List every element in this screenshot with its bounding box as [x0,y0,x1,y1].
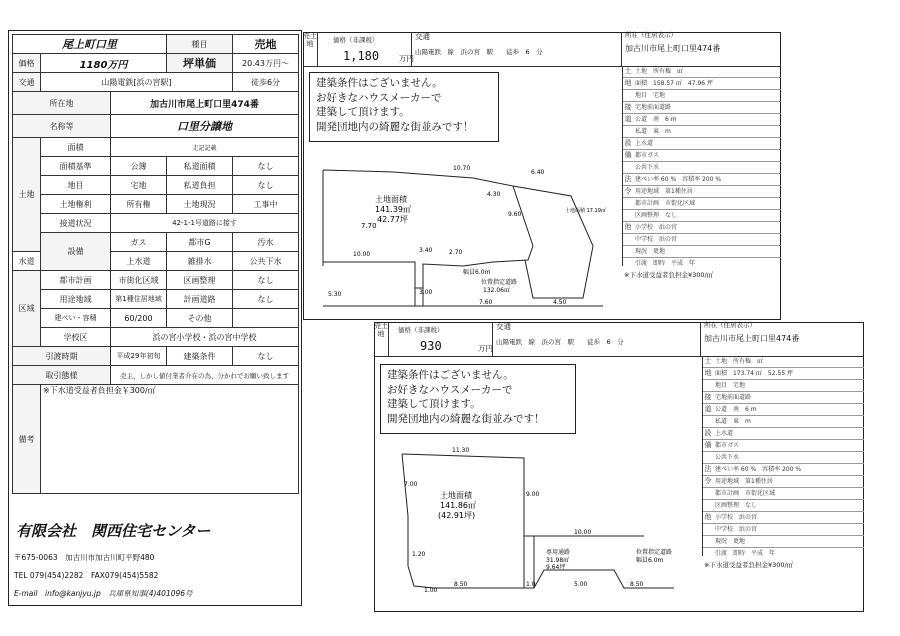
lot-dim-top: 11.30 [452,447,470,454]
access-label: 交通 [13,73,41,92]
details-row: 区画整理 なし [703,500,864,512]
flyer-bottom-sale-label: 売土地 [374,322,389,356]
details-row: 設 上水道 [623,138,781,150]
private-burden-label: 私道負担 [167,176,233,195]
company-email: E-mail info@kanjyu.jp 兵庫県知事(4)401096号 [14,589,193,598]
delivery-label: 引渡時期 [13,347,111,366]
flyer-bottom-header [374,322,864,357]
road-width: 幅員6.0m [463,269,491,276]
lot-dim-corner: 5.30 [328,291,342,298]
name-value: 口里分譲地 [111,115,299,138]
city-plan-value: 市街化区域 [111,271,167,290]
lot-dim-left: 7.00 [404,481,418,488]
lot-dim-left: 7.70 [361,222,377,230]
flyer-bottom-site-plan [374,356,704,612]
lot-dim-step2: 2.70 [449,249,463,256]
lane-tsubo: 9.64坪 [546,564,566,571]
delivery-value: 平成29年初旬 [111,347,167,366]
flyer-bottom-price-value: 930 [420,339,442,353]
callout-line: 建築条件はございません。 [387,369,514,381]
details-row: 地 面積 158.57 ㎡ 47.96 坪 [623,78,781,90]
kind-label: 種目 [167,35,233,54]
private-road-value: なし [233,157,299,176]
callout-line: 建築して頂けます。 [316,106,410,118]
road-label: 位置指定道路 [481,279,518,286]
flyer-bottom-location-label: 所在（住居表示） [704,321,756,329]
water-value: 上水道 [111,252,167,271]
facilities-label: 設備 [41,233,111,271]
lot-dim-left-lower: 1.20 [412,551,426,558]
details-row: 道 公道 南 6 m [703,404,864,416]
details-row: 令 用途地域 第1種住居 [703,476,864,488]
lot-area-tsubo: (42.91坪) [438,511,476,520]
lot-dim-lane: 5.00 [574,581,588,588]
details-row: 令 用途地域 第1種住居 [623,186,781,198]
details-row: 中学校 浜の宮 [623,234,781,246]
usage-value: 第1種住居地域 [111,290,167,309]
details-row: 接 宅地前面道路 [623,102,781,114]
lot-dim-road: 8.50 [630,581,644,588]
chimoku-label: 地目 [41,176,111,195]
gas-value: 都市G [167,233,233,252]
lot-area-label: 土地面積 [375,195,407,204]
flyer-bottom-access-value: 山陽電鉄 線 浜の宮 駅 徒歩 6 分 [496,338,624,346]
details-row: 他 小学校 浜の宮 [703,512,864,524]
flyer-top-header [303,32,781,67]
flyer-top-sale-label: 売土地 [303,32,318,66]
price-value: 1180万円 [41,54,167,73]
lot-dim-road: 7.60 [479,299,493,306]
remarks-label: 備考 [13,385,41,494]
lot-dim-inner: 10.00 [574,529,592,536]
details-row: 引渡 即時 平成 年 [623,258,781,266]
flyer-bottom-footnote: ※下水道受益者負担金¥300/㎡ [704,561,794,569]
lot-area-sqm: 141.39㎡ [375,205,411,214]
condition-value: なし [233,347,299,366]
lot-dim-road2: 4.50 [553,299,567,306]
details-row: 都市計画 市街化区域 [623,198,781,210]
flyer-bottom-details [702,356,864,556]
school-label: 学校区 [41,328,111,347]
details-row: 接 宅地前面道路 [703,392,864,404]
flyer-top-site-plan [303,66,623,320]
flyer-top-details [622,66,781,266]
price-label: 価格 [13,54,41,73]
lot-outline [402,454,674,588]
details-row: 都市計画 市街化区域 [703,488,864,500]
usage-label: 用途地域 [41,290,111,309]
lot-dim-inner: 4.30 [487,191,501,198]
other-value [233,309,299,328]
deal-value: 売主、しかし値付業者介在の為、分かれでお願い致します [111,366,299,385]
spec-table [12,34,299,494]
area-label: 面積 [41,138,111,157]
details-row: 他 小学校 浜の宮 [623,222,781,234]
lot-dim-bottom: 10.00 [353,251,371,258]
company-tel: TEL 079(454)2282 FAX079(454)5582 [14,571,159,580]
callout-line: お好きなハウスメーカーで [316,91,442,104]
drain-value: 公共下水 [233,252,299,271]
flyer-top-location-label: 所在（住居表示） [625,31,677,39]
road-label: 位置指定道路 [636,549,673,556]
remarks-value: ※下水道受益者負担金￥300/㎡ [41,385,299,494]
details-row: 備 都市ガス [623,150,781,162]
private-burden-value: なし [233,176,299,195]
callout-line: 開発団地内の綺麗な街並みです！ [387,412,545,425]
flyer-top-location-value: 加古川市尾上町口里474番 [625,43,721,53]
flyer-bottom-price-unit: 万円 [478,344,493,353]
plan-road-value: なし [233,290,299,309]
details-row: 土 土地 所有権 ㎡ [703,356,864,368]
company-name: 有限会社 関西住宅センター [16,522,211,540]
road-width: 幅員6.0m [636,557,664,564]
details-row: 公共下水 [703,452,864,464]
flyer-top-access-label: 交通 [415,32,430,41]
kind-value: 売地 [233,35,299,54]
private-road-label: 私道面積 [167,157,233,176]
gas-label: ガス [111,233,167,252]
area-basis-value: 公簿 [111,157,167,176]
flyer-top-access-value: 山陽電鉄 線 浜の宮 駅 徒歩 6 分 [415,48,543,56]
tsubo-label: 坪単価 [167,54,233,73]
condition-label: 建築条件 [167,347,233,366]
property-title: 尾上町口里 [13,35,167,54]
city-plan-label: 都市計画 [41,271,111,290]
lot-dim-top: 10.70 [453,165,471,172]
details-row: 法 建ぺい率 60 % 容積率 200 % [703,464,864,476]
school-value: 浜の宮小学校・浜の宮中学校 [111,328,299,347]
flyer-bottom-price-label: 価格（非課税） [398,326,444,334]
lot-dim-right: 9.00 [526,491,540,498]
details-row: 現況 更地 [623,246,781,258]
lane-area: 31.98㎡ [546,557,570,564]
details-row: 中学校 浜の宮 [703,524,864,536]
flyer-top-footnote: ※下水道受益者負担金¥300/㎡ [624,271,714,279]
lane-label: 専用通路 [546,549,571,556]
company-postal: 〒675-0063 加古川市加古川町平野480 [14,553,155,562]
details-row: 地目 宅地 [623,90,781,102]
access-value: 山陽電鉄[浜の宮駅] [41,73,233,92]
status-label: 土地現況 [167,195,233,214]
lot-dim-gap: 1.0 [526,581,536,588]
chimoku-value: 宅地 [111,176,167,195]
deal-label: 取引態様 [13,366,111,385]
flyer-top-price-value: 1,180 [343,49,380,63]
rights-label: 土地権利 [41,195,111,214]
details-row: 備 都市ガス [703,440,864,452]
road-label: 接道状況 [41,214,111,233]
road-area: 132.06㎡ [483,287,510,294]
details-row: 地 面積 173.74 ㎡ 52.55 坪 [703,368,864,380]
lot-area-tsubo: 42.77坪 [377,215,408,224]
area-value: 走記記載 [111,138,299,157]
name-label: 名称等 [13,115,111,138]
details-row: 地目 宅地 [703,380,864,392]
flyer-top-price-label: 価格（非課税） [333,36,379,44]
rights-value: 所有権 [111,195,167,214]
lot-dim-gap: 3.00 [419,289,433,296]
lot-dim-top-right: 6.40 [531,169,545,176]
readjust-value: なし [233,271,299,290]
details-row: 公共下水 [623,162,781,174]
other-label: その他 [167,309,233,328]
details-row: 道 公道 南 6 m [623,114,781,126]
location-value: 加古川市尾上町口里474番 [111,92,299,115]
area-basis-label: 面積基準 [41,157,111,176]
lot-dim-corner: 1.00 [424,587,438,594]
callout-line: 建築条件はございません。 [316,77,443,89]
lot-dim-right: 9.60 [508,211,522,218]
drain-label: 雑排水 [167,252,233,271]
ratio-label: 建ぺい・容積 [41,309,111,328]
location-label: 所在地 [13,92,111,115]
details-row: 法 建ぺい率 60 % 容積率 200 % [623,174,781,186]
other-lot-label: 土地面積 17.19㎡ [565,208,606,214]
lot-outline [323,170,603,306]
lot-area-label: 土地面積 [440,491,472,500]
status-value: 工事中 [233,195,299,214]
zoning-label: 区域 [13,271,41,347]
callout-line: 開発団地内の綺麗な街並みです！ [316,120,474,133]
lot-dim-step: 3.40 [419,247,433,254]
flyer-bottom-location-value: 加古川市尾上町口里474番 [704,333,800,343]
walk-value: 徒歩6分 [233,73,299,92]
flyer-top-price-unit: 万円 [399,54,414,63]
water-label: 水道 [13,252,41,271]
sewage-label: 汚水 [233,233,299,252]
plan-road-label: 計画道路 [167,290,233,309]
details-row: 私道 東 m [623,126,781,138]
land-section-label: 土地 [13,138,41,252]
callout-line: 建築して頂けます。 [387,398,481,410]
details-row: 土 土地 所有権 ㎡ [623,66,781,78]
lot-area-sqm: 141.86㎡ [440,501,476,510]
details-row: 私道 東 m [703,416,864,428]
tsubo-value: 20.43万円～ [233,54,299,73]
details-row: 現況 更地 [703,536,864,548]
details-row: 区画整理 なし [623,210,781,222]
details-row: 引渡 即時 平成 年 [703,548,864,556]
ratio-value: 60/200 [111,309,167,328]
readjust-label: 区画整理 [167,271,233,290]
details-row: 設 上水道 [703,428,864,440]
lot-dim-bottom: 8.50 [454,581,468,588]
flyer-bottom-access-label: 交通 [496,322,511,331]
callout-line: お好きなハウスメーカーで [387,383,513,396]
road-value: 42-1-1号道路に接す [111,214,299,233]
